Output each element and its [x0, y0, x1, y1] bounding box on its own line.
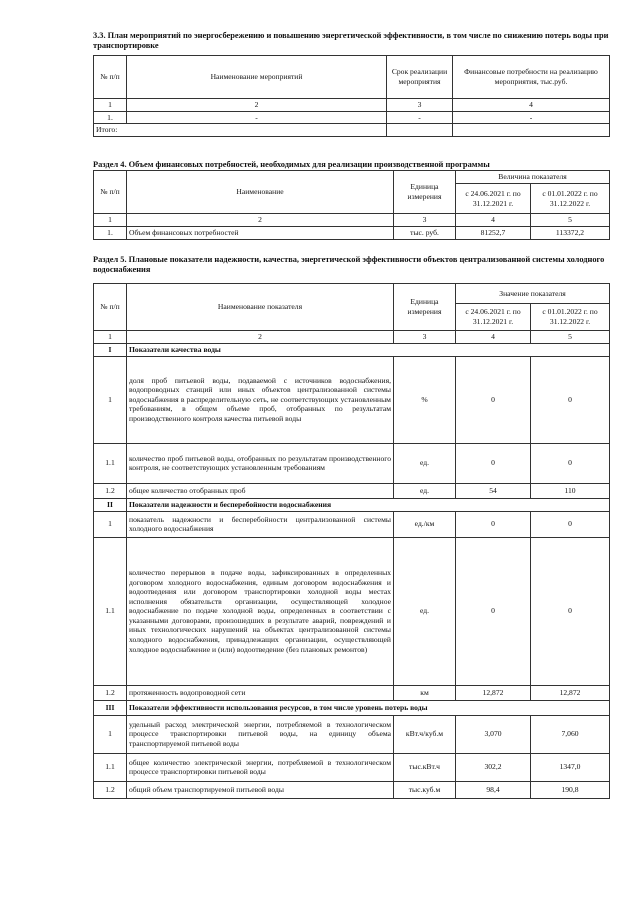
- total-label: Итого:: [94, 124, 387, 137]
- header-cell: с 01.01.2022 г. по 31.12.2022 г.: [531, 184, 610, 214]
- column-number: 4: [456, 331, 531, 344]
- table-header-row: [94, 171, 610, 184]
- header-cell: № п/п: [94, 171, 127, 214]
- section-5-table: [93, 283, 610, 799]
- cell: ед./км: [394, 511, 456, 537]
- cell: количество перерывов в подаче воды, зафиксированных в определенных договором холодного водоснабжения, единым договором водоснабжения и водоотведения или договором транспортировки холодной воды местах исполнения обязательств организации, осуществляющей холодное водоснабжение по подаче холодной воды, определенных в соответствии с указанными договорами, произошедших в результате аварий, повреждений и иных технологических нарушений на объектах централизованной системы холодного водоснабжения, принадлежащих организации, осуществляющей холодное водоснабжение и (или) водоотведение (без плановых ремонтов): [127, 537, 394, 685]
- table-row: [94, 753, 610, 781]
- table-row: [94, 111, 610, 124]
- cell: 0: [531, 356, 610, 443]
- cell: 0: [456, 511, 531, 537]
- cell: 1347,0: [531, 753, 610, 781]
- cell: -: [453, 111, 610, 124]
- cell: количество проб питьевой воды, отобранных по результатам производственного контроля, не соответствующих установленным требованиям: [127, 443, 394, 483]
- table-row: [94, 226, 610, 239]
- cell: 1: [94, 356, 127, 443]
- cell: 1.2: [94, 685, 127, 700]
- table-row: [94, 781, 610, 798]
- table-header-row: [94, 284, 610, 304]
- cell: -: [127, 111, 387, 124]
- cell: тыс.кВт.ч: [394, 753, 456, 781]
- section-5-heading: Раздел 5. Плановые показатели надежности, качества, энергетической эффективности объектов централизованной системы холодного водоснабжения: [93, 255, 605, 274]
- group-row: [94, 343, 610, 356]
- cell: 0: [531, 443, 610, 483]
- column-number-row: [94, 99, 610, 112]
- column-number: 1: [94, 99, 127, 112]
- cell: тыс.куб.м: [394, 781, 456, 798]
- cell: тыс. руб.: [394, 226, 456, 239]
- header-cell: Единица измерения: [394, 284, 456, 331]
- column-number: 3: [394, 331, 456, 344]
- cell: 98,4: [456, 781, 531, 798]
- cell: 1: [94, 715, 127, 753]
- header-cell: с 24.06.2021 г. по 31.12.2021 г.: [456, 304, 531, 331]
- cell: общее количество отобранных проб: [127, 483, 394, 498]
- header-cell: Срок реализации мероприятия: [387, 56, 453, 99]
- cell: 12,872: [531, 685, 610, 700]
- cell: кВт.ч/куб.м: [394, 715, 456, 753]
- cell: 190,8: [531, 781, 610, 798]
- cell: Объем финансовых потребностей: [127, 226, 394, 239]
- total-row: [94, 124, 610, 137]
- header-cell: Значение показателя: [456, 284, 610, 304]
- cell: 7,060: [531, 715, 610, 753]
- cell: 81252,7: [456, 226, 531, 239]
- column-number: 1: [94, 214, 127, 227]
- cell: 54: [456, 483, 531, 498]
- group-title: Показатели эффективности использования ресурсов, в том числе уровень потерь воды: [127, 700, 610, 715]
- header-cell: № п/п: [94, 284, 127, 331]
- cell: 3,070: [456, 715, 531, 753]
- group-number: III: [94, 700, 127, 715]
- table-row: [94, 443, 610, 483]
- header-cell: Финансовые потребности на реализацию мероприятия, тыс.руб.: [453, 56, 610, 99]
- cell: 0: [456, 443, 531, 483]
- cell: [453, 124, 610, 137]
- table-row: [94, 715, 610, 753]
- group-title: Показатели качества воды: [127, 343, 610, 356]
- column-number: 3: [387, 99, 453, 112]
- table-row: [94, 356, 610, 443]
- cell: 0: [531, 537, 610, 685]
- header-cell: Наименование показателя: [127, 284, 394, 331]
- cell: общий объем транспортируемой питьевой воды: [127, 781, 394, 798]
- cell: [387, 124, 453, 137]
- table-row: [94, 511, 610, 537]
- cell: 1.1: [94, 443, 127, 483]
- cell: 1.: [94, 111, 127, 124]
- cell: ед.: [394, 483, 456, 498]
- header-cell: с 24.06.2021 г. по 31.12.2021 г.: [456, 184, 531, 214]
- header-cell: Величина показателя: [456, 171, 610, 184]
- cell: 1.2: [94, 483, 127, 498]
- cell: 1.2: [94, 781, 127, 798]
- group-title: Показатели надежности и бесперебойности водоснабжения: [127, 498, 610, 511]
- cell: %: [394, 356, 456, 443]
- cell: общее количество электрической энергии, потребляемой в технологическом процессе транспортировки питьевой воды: [127, 753, 394, 781]
- cell: 0: [456, 537, 531, 685]
- cell: 1.: [94, 226, 127, 239]
- table-header-row: [94, 56, 610, 99]
- cell: удельный расход электрической энергии, потребляемой в технологическом процессе транспортировки питьевой воды, на единицу объема транспортируемой питьевой воды: [127, 715, 394, 753]
- column-number: 5: [531, 331, 610, 344]
- section-3-3-table: [93, 55, 610, 137]
- column-number-row: [94, 214, 610, 227]
- table-row: [94, 483, 610, 498]
- cell: 1.1: [94, 537, 127, 685]
- header-cell: Единица измерения: [394, 171, 456, 214]
- group-number: I: [94, 343, 127, 356]
- column-number: 3: [394, 214, 456, 227]
- column-number: 2: [127, 214, 394, 227]
- table-row: [94, 685, 610, 700]
- cell: ед.: [394, 537, 456, 685]
- cell: ед.: [394, 443, 456, 483]
- column-number: 2: [127, 99, 387, 112]
- column-number: 5: [531, 214, 610, 227]
- cell: 0: [456, 356, 531, 443]
- cell: -: [387, 111, 453, 124]
- cell: 1: [94, 511, 127, 537]
- header-cell: с 01.01.2022 г. по 31.12.2022 г.: [531, 304, 610, 331]
- section-4-table: [93, 170, 610, 240]
- group-row: [94, 700, 610, 715]
- header-cell: Наименование мероприятий: [127, 56, 387, 99]
- group-row: [94, 498, 610, 511]
- section-4-heading: Раздел 4. Объем финансовых потребностей, необходимых для реализации производственной программы: [93, 160, 490, 169]
- column-number: 4: [456, 214, 531, 227]
- column-number: 2: [127, 331, 394, 344]
- cell: протяженность водопроводной сети: [127, 685, 394, 700]
- section-3-3-heading: 3.3. План мероприятий по энергосбережению и повышению энергетической эффективности, в том числе по снижению потерь воды при транспортировке: [93, 31, 609, 50]
- header-cell: № п/п: [94, 56, 127, 99]
- table-row: [94, 537, 610, 685]
- cell: 110: [531, 483, 610, 498]
- cell: 12,872: [456, 685, 531, 700]
- cell: км: [394, 685, 456, 700]
- cell: 0: [531, 511, 610, 537]
- header-cell: Наименование: [127, 171, 394, 214]
- column-number-row: [94, 331, 610, 344]
- cell: доля проб питьевой воды, подаваемой с источников водоснабжения, водопроводных станций или иных объектов централизованной системы водоснабжения в распределительную сеть, не соответствующих установленным требованиям, в общем объеме проб, отобранных по результатам производственного контроля качества питьевой воды: [127, 356, 394, 443]
- cell: 113372,2: [531, 226, 610, 239]
- group-number: II: [94, 498, 127, 511]
- cell: показатель надежности и бесперебойности централизованной системы холодного водоснабжения: [127, 511, 394, 537]
- column-number: 4: [453, 99, 610, 112]
- column-number: 1: [94, 331, 127, 344]
- cell: 1.1: [94, 753, 127, 781]
- cell: 302,2: [456, 753, 531, 781]
